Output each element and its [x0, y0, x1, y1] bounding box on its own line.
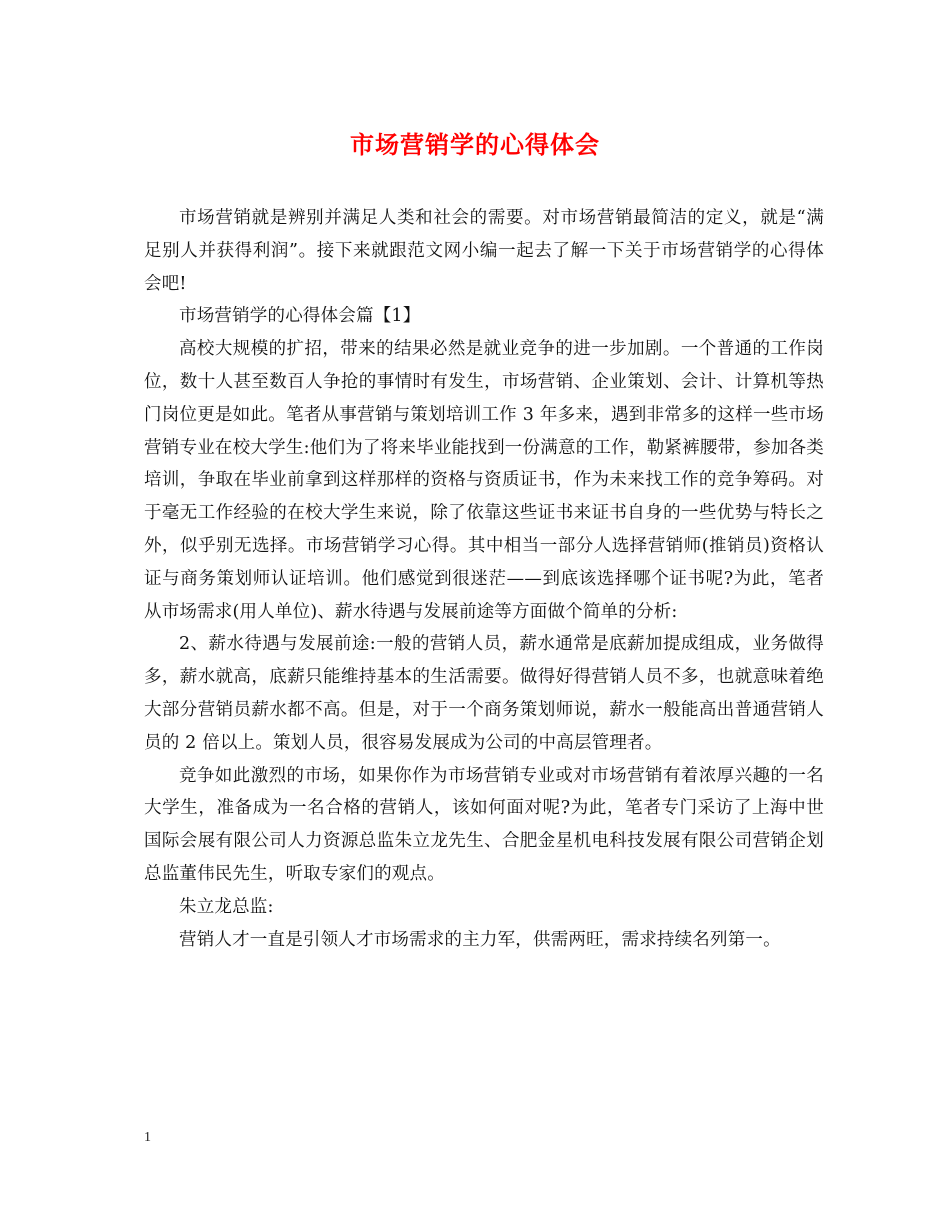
paragraph-interview: 竞争如此激烈的市场，如果你作为市场营销专业或对市场营销有着浓厚兴趣的一名大学生，准备成为一名合格的营销人，该如何面对呢?为此，笔者专门采访了上海中世国际会展有限公司人力资源总监朱立龙先生、合肥金星机电科技发展有限公司营销企划总监董伟民先生，听取专家们的观点。	[144, 765, 824, 884]
page-number: 1	[144, 1130, 151, 1145]
paragraph-salary: 2、薪水待遇与发展前途:一般的营销人员，薪水通常是底薪加提成组成，业务做得多，薪水就高，底薪只能维持基本的生活需要。做得好得营销人员不多，也就意味着绝大部分营销员薪水都不高。但是，对于一个商务策划师说，薪水一般能高出普通营销人员的 2 倍以上。策划人员，很容易发展成为公司的中高层管理者。	[144, 634, 824, 753]
section-heading: 市场营销学的心得体会篇【1】	[179, 306, 421, 327]
paragraph-demand: 营销人才一直是引领人才市场需求的主力军，供需两旺，需求持续名列第一。	[179, 929, 781, 950]
document-title: 市场营销学的心得体会	[350, 130, 600, 159]
paragraph-intro: 市场营销就是辨别并满足人类和社会的需要。对市场营销最简洁的定义，就是“满足别人并获得利润”。接下来就跟范文网小编一起去了解一下关于市场营销学的心得体会吧!	[144, 208, 824, 294]
paragraph-competition: 高校大规模的扩招，带来的结果必然是就业竞争的进一步加剧。一个普通的工作岗位，数十人甚至数百人争抢的事情时有发生，市场营销、企业策划、会计、计算机等热门岗位更是如此。笔者从事营销与策划培训工作 3 年多来，遇到非常多的这样一些市场营销专业在校大学生:他们为了将来毕业能找到一份满意的工作，勒紧裤腰带，参加各类培训，争取在毕业前拿到这样那样的资格与资质证书，作为未来找工作的竞争筹码。对于毫无工作经验的在校大学生来说，除了依靠这些证书来证书自身的一些优势与特长之外，似乎别无选择。市场营销学习心得。其中相当一部分人选择营销师(推销员)资格认证与商务策划师认证培训。他们感觉到很迷茫——到底该选择哪个证书呢?为此，笔者从市场需求(用人单位)、薪水待遇与发展前途等方面做个简单的分析:	[144, 339, 824, 622]
speaker-label: 朱立龙总监:	[179, 896, 274, 917]
document-body	[144, 202, 824, 956]
